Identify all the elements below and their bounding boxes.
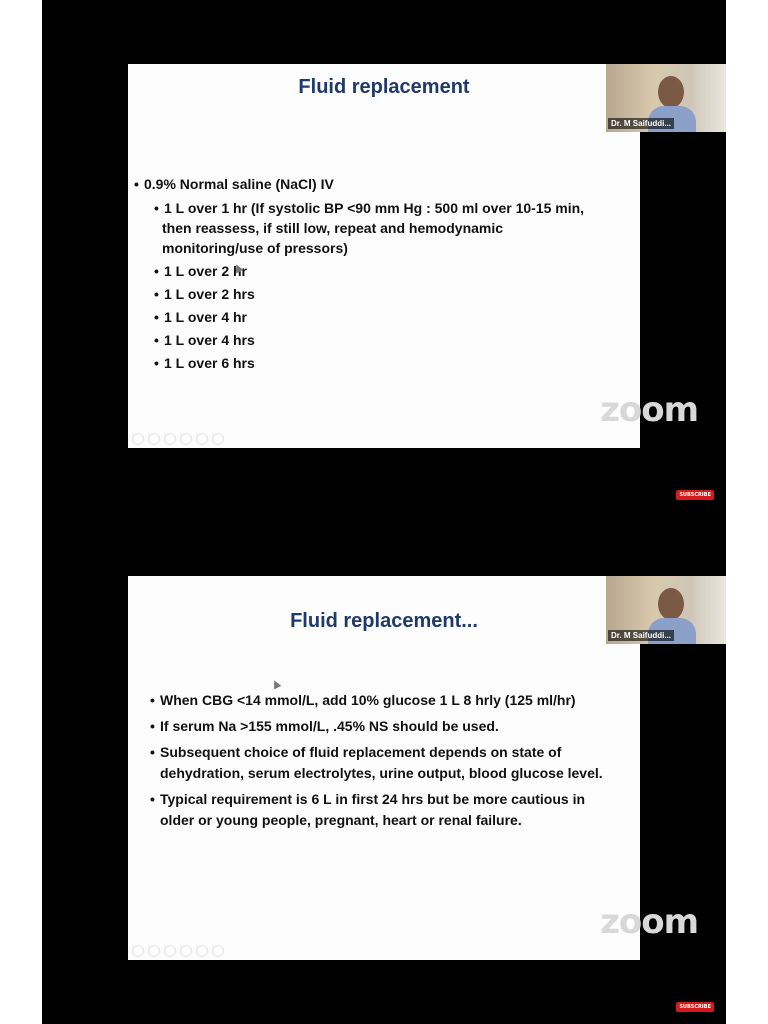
bullet-continuation: older or young people, pregnant, heart or renal failure. <box>160 812 522 828</box>
slide-toolbar-icon[interactable] <box>148 945 160 957</box>
zoom-logo: zoom <box>600 390 698 430</box>
slide-toolbar <box>132 945 224 957</box>
bullet-text: Subsequent choice of fluid replacement depends on state of <box>160 744 562 760</box>
subscribe-badge[interactable]: SUBSCRIBE <box>676 490 714 500</box>
slide-toolbar-icon[interactable] <box>180 945 192 957</box>
participant-head <box>658 76 684 108</box>
slide-toolbar-icon[interactable] <box>180 433 192 445</box>
list-item: • If serum Na >155 mmol/L, .45% NS should be used. <box>150 718 499 734</box>
slide-toolbar-icon[interactable] <box>164 945 176 957</box>
zoom-logo: zoom <box>600 902 698 942</box>
slide-toolbar-icon[interactable] <box>132 945 144 957</box>
list-item: • 1 L over 1 hr (If systolic BP <90 mm Hg : 500 ml over 10-15 min, <box>154 200 585 216</box>
list-item: • Typical requirement is 6 L in first 24 hrs but be more cautious in <box>150 791 586 807</box>
participant-video[interactable] <box>606 576 726 644</box>
video-frame-2 <box>42 512 726 1024</box>
slide-toolbar-icon[interactable] <box>148 433 160 445</box>
bullet-text: When CBG <14 mmol/L, add 10% glucose 1 L 8 hrly (125 ml/hr) <box>160 692 576 708</box>
slide-toolbar-icon[interactable] <box>196 433 208 445</box>
bullet-text: 0.9% Normal saline (NaCl) IV <box>144 176 334 192</box>
list-item: • 1 L over 2 hr <box>154 263 248 279</box>
bullet-text: 1 L over 4 hr <box>164 309 248 325</box>
list-item: • 0.9% Normal saline (NaCl) IV <box>134 176 334 192</box>
participant-name: Dr. M Saifuddi... <box>608 118 674 129</box>
list-item: • 1 L over 6 hrs <box>154 355 255 371</box>
bullet-text: 1 L over 2 hr <box>164 263 248 279</box>
slide-toolbar-icon[interactable] <box>164 433 176 445</box>
subscribe-badge[interactable]: SUBSCRIBE <box>676 1002 714 1012</box>
list-item: • 1 L over 4 hr <box>154 309 248 325</box>
slide-toolbar-icon[interactable] <box>132 433 144 445</box>
list-item: • Subsequent choice of fluid replacement depends on state of <box>150 744 562 760</box>
slide-toolbar <box>132 433 224 445</box>
bullet-continuation: monitoring/use of pressors) <box>162 240 348 256</box>
participant-head <box>658 588 684 620</box>
bullet-text: 1 L over 6 hrs <box>164 355 255 371</box>
slide-toolbar-icon[interactable] <box>212 945 224 957</box>
bullet-text: 1 L over 2 hrs <box>164 286 255 302</box>
list-item: • When CBG <14 mmol/L, add 10% glucose 1 L 8 hrly (125 ml/hr) <box>150 692 576 708</box>
bullet-continuation: then reassess, if still low, repeat and hemodynamic <box>162 220 504 236</box>
bullet-text: 1 L over 4 hrs <box>164 332 255 348</box>
list-item: • 1 L over 2 hrs <box>154 286 255 302</box>
bullet-text: Typical requirement is 6 L in first 24 hrs but be more cautious in <box>160 791 586 807</box>
list-item: • 1 L over 4 hrs <box>154 332 255 348</box>
participant-video[interactable] <box>606 64 726 132</box>
slide-toolbar-icon[interactable] <box>212 433 224 445</box>
participant-name: Dr. M Saifuddi... <box>608 630 674 641</box>
bullet-text: 1 L over 1 hr (If systolic BP <90 mm Hg : 500 ml over 10-15 min, <box>164 200 585 216</box>
slide-title: Fluid replacement... <box>290 610 478 632</box>
bullet-continuation: dehydration, serum electrolytes, urine output, blood glucose level. <box>160 765 603 781</box>
slide-toolbar-icon[interactable] <box>196 945 208 957</box>
video-frame-1 <box>42 0 726 512</box>
bullet-text: If serum Na >155 mmol/L, .45% NS should be used. <box>160 718 499 734</box>
slide-title: Fluid replacement <box>298 76 470 98</box>
cursor-icon <box>271 679 282 690</box>
